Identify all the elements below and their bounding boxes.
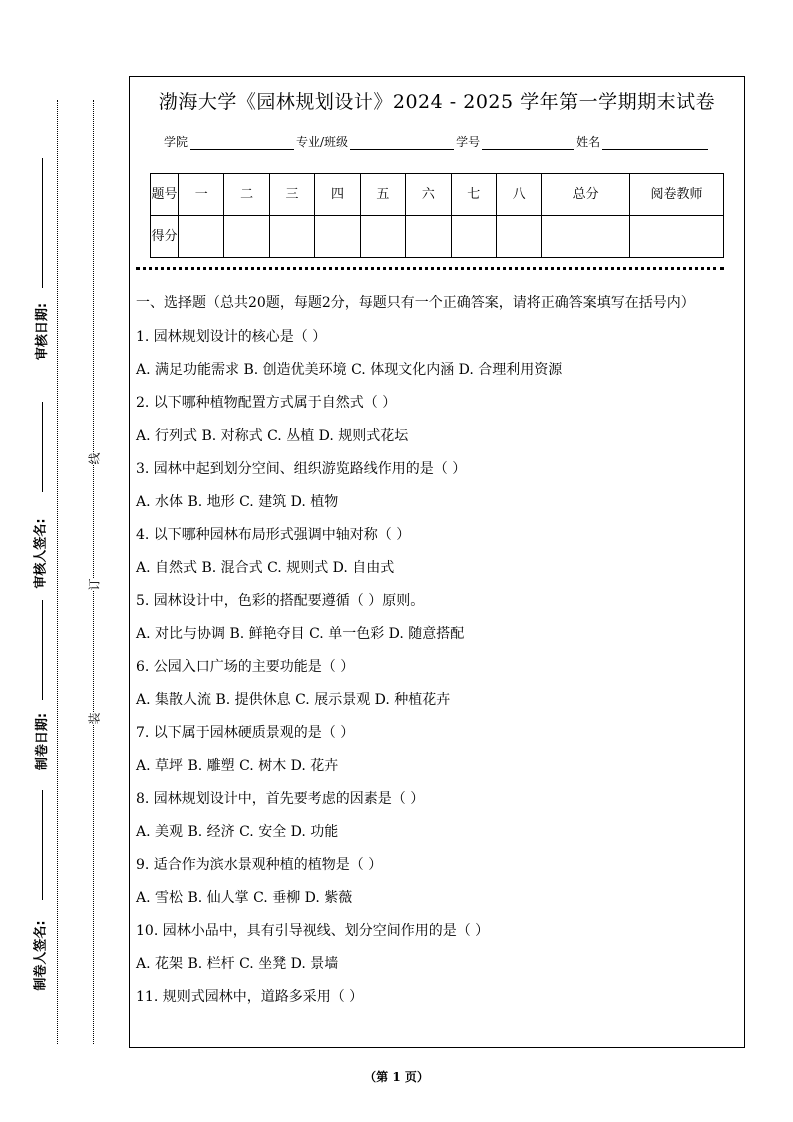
score-cell[interactable] xyxy=(269,216,314,258)
binding-line-outer xyxy=(57,100,58,1044)
score-cell[interactable] xyxy=(179,216,224,258)
score-col-5: 五 xyxy=(360,174,405,216)
score-table xyxy=(150,173,724,258)
student-id-field[interactable] xyxy=(482,137,574,150)
exam-frame xyxy=(129,76,745,1048)
page-number: （第 1 页） xyxy=(364,1070,429,1084)
prepare-date-label: 制卷日期: xyxy=(35,712,51,771)
score-col-7: 七 xyxy=(451,174,496,216)
dotted-separator xyxy=(136,267,724,270)
score-col-8: 八 xyxy=(496,174,541,216)
score-row-label-score: 得分 xyxy=(151,216,179,258)
binding-word-xian: 线 xyxy=(84,452,105,464)
question-options: A. 草坪 B. 雕塑 C. 树木 D. 花卉 xyxy=(136,758,339,774)
question-options: A. 美观 B. 经济 C. 安全 D. 功能 xyxy=(136,824,339,840)
major-label: 专业/班级 xyxy=(296,135,349,149)
question-text: 10. 园林小品中，具有引导视线、划分空间作用的是（ ） xyxy=(136,923,490,939)
binding-word-zhuang: 装 xyxy=(84,712,105,724)
score-table-header-row xyxy=(151,174,724,216)
score-cell[interactable] xyxy=(451,216,496,258)
score-cell[interactable] xyxy=(542,216,630,258)
score-cell[interactable] xyxy=(496,216,541,258)
binding-line-inner xyxy=(93,100,94,1044)
question-text: 8. 园林规划设计中，首先要考虑的因素是（ ） xyxy=(136,791,425,807)
question-text: 11. 规则式园林中，道路多采用（ ） xyxy=(136,989,364,1005)
question-options: A. 水体 B. 地形 C. 建筑 D. 植物 xyxy=(136,494,339,510)
question-options: A. 雪松 B. 仙人掌 C. 垂柳 D. 紫薇 xyxy=(136,890,353,906)
binding-word-ding: 订 xyxy=(84,578,105,590)
question-section xyxy=(136,291,730,1014)
question-options: A. 满足功能需求 B. 创造优美环境 C. 体现文化内涵 D. 合理利用资源 xyxy=(136,362,563,378)
name-field[interactable] xyxy=(602,137,708,150)
score-col-reviewer: 阅卷教师 xyxy=(630,174,724,216)
section-heading: 一、选择题（总共20题，每题2分，每题只有一个正确答案，请将正确答案填写在括号内） xyxy=(136,295,695,311)
question-text: 5. 园林设计中，色彩的搭配要遵循（ ）原则。 xyxy=(136,593,425,609)
reviewer-signature-label: 审核人签名: xyxy=(33,518,49,589)
exam-title: 渤海大学《园林规划设计》2024 - 2025 学年第一学期期末试卷 xyxy=(158,91,716,113)
preparer-signature-line xyxy=(42,790,43,900)
question-text: 2. 以下哪种植物配置方式属于自然式（ ） xyxy=(136,395,397,411)
prepare-date-line xyxy=(42,600,43,700)
question-options: A. 自然式 B. 混合式 C. 规则式 D. 自由式 xyxy=(136,560,395,576)
score-cell[interactable] xyxy=(406,216,451,258)
review-date-line xyxy=(42,158,43,288)
score-table-score-row xyxy=(151,216,724,258)
name-label: 姓名 xyxy=(576,135,601,149)
question-options: A. 行列式 B. 对称式 C. 丛植 D. 规则式花坛 xyxy=(136,428,409,444)
college-label: 学院 xyxy=(164,135,189,149)
question-options: A. 对比与协调 B. 鲜艳夺目 C. 单一色彩 D. 随意搭配 xyxy=(136,626,465,642)
score-cell[interactable] xyxy=(630,216,724,258)
score-col-6: 六 xyxy=(406,174,451,216)
question-text: 9. 适合作为滨水景观种植的植物是（ ） xyxy=(136,857,383,873)
score-col-total: 总分 xyxy=(542,174,630,216)
score-col-1: 一 xyxy=(179,174,224,216)
student-info-row xyxy=(164,133,710,150)
review-date-label: 审核日期: xyxy=(35,302,51,361)
major-field[interactable] xyxy=(350,137,454,150)
score-col-4: 四 xyxy=(315,174,360,216)
score-cell[interactable] xyxy=(360,216,405,258)
question-options: A. 集散人流 B. 提供休息 C. 展示景观 D. 种植花卉 xyxy=(136,692,451,708)
question-options: A. 花架 B. 栏杆 C. 坐凳 D. 景墙 xyxy=(136,956,339,972)
score-row-label-number: 题号 xyxy=(151,174,179,216)
question-text: 6. 公园入口广场的主要功能是（ ） xyxy=(136,659,355,675)
question-text: 1. 园林规划设计的核心是（ ） xyxy=(136,329,327,345)
score-col-3: 三 xyxy=(269,174,314,216)
question-text: 3. 园林中起到划分空间、组织游览路线作用的是（ ） xyxy=(136,461,467,477)
student-id-label: 学号 xyxy=(456,135,481,149)
score-cell[interactable] xyxy=(315,216,360,258)
score-cell[interactable] xyxy=(224,216,269,258)
question-text: 4. 以下哪种园林布局形式强调中轴对称（ ） xyxy=(136,527,411,543)
score-col-2: 二 xyxy=(224,174,269,216)
question-text: 7. 以下属于园林硬质景观的是（ ） xyxy=(136,725,355,741)
preparer-signature-label: 制卷人签名: xyxy=(33,920,49,991)
college-field[interactable] xyxy=(190,137,294,150)
reviewer-signature-line xyxy=(42,402,43,492)
